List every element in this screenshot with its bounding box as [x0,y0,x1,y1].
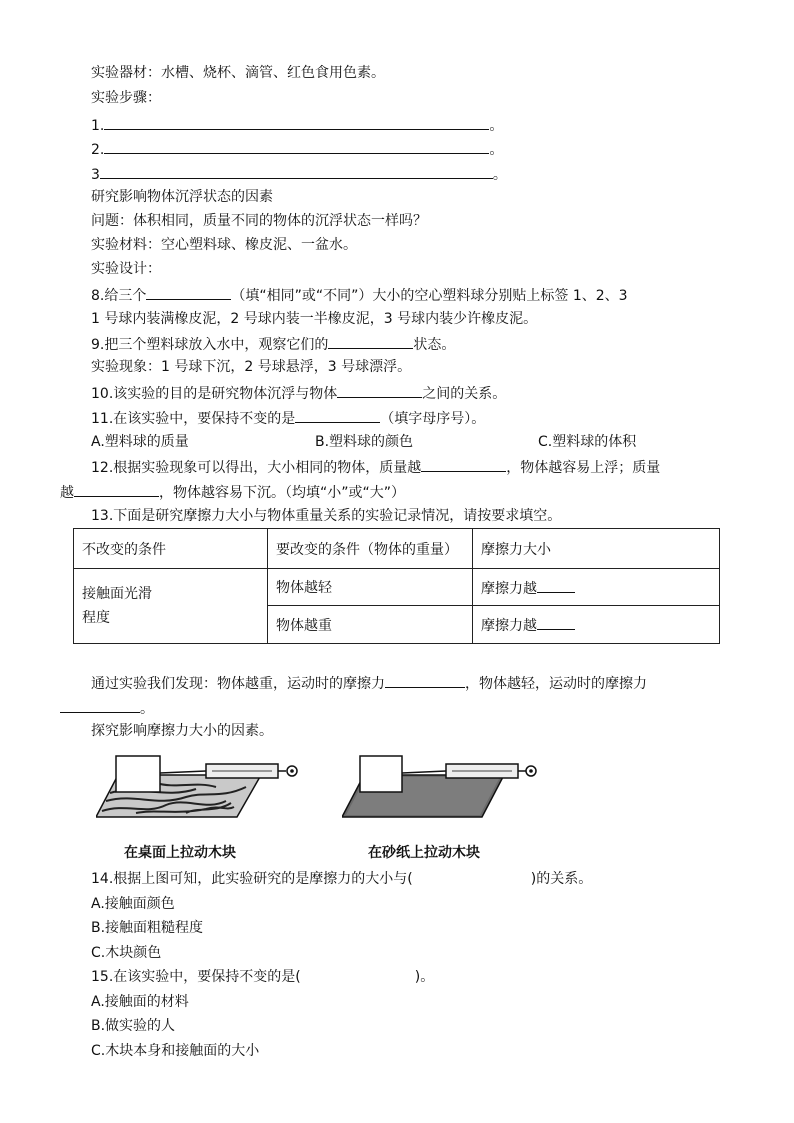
fixed-condition-line-2: 程度 [82,610,110,626]
step-end-mark: 。 [489,142,504,158]
finding-blank-2[interactable] [60,697,140,713]
q10-blank[interactable] [337,382,422,398]
question-15 [91,967,434,987]
question-9 [91,333,455,355]
table-friction-figure [96,753,301,820]
step-number: 3 [91,167,100,183]
step-number: 2. [91,142,105,158]
finding-text-end: 。 [140,701,154,717]
q14-text-end: )的关系。 [530,871,593,887]
table-header-cell: 要改变的条件（物体的重量） [268,529,473,569]
question-14 [91,869,592,889]
table-cell: 物体越重 [268,606,473,644]
finding-text-mid: ，物体越轻，运动时的摩擦力 [465,676,647,692]
q15-text-end: )。 [414,969,435,985]
q14-option-a[interactable]: A.接触面颜色 [91,896,175,912]
step-2-line [91,138,503,160]
q11-text: 11.在该实验中，要保持不变的是 [91,411,296,427]
q11-text-end: （填字母序号）。 [380,411,486,427]
q12-text-end: ，物体越容易上浮；质量 [506,460,661,476]
q11-option-c[interactable]: C.塑料球的体积 [538,434,637,450]
question-10 [91,382,506,404]
q10-text: 10.该实验的目的是研究物体沉浮与物体 [91,386,338,402]
table-header-row [74,529,720,569]
question-13: 13.下面是研究摩擦力大小与物体重量关系的实验记录情况，请按要求填空。 [91,508,562,524]
question-8-continued: 1 号球内装满橡皮泥，2 号球内装一半橡皮泥，3 号球内装少许橡皮泥。 [91,311,538,327]
step-end-mark: 。 [492,167,507,183]
friction-blank-1[interactable] [537,577,575,593]
design-heading: 实验设计： [91,261,161,277]
steps-heading: 实验步骤： [91,90,161,106]
table-cell [473,606,720,644]
q11-blank[interactable] [295,407,380,423]
q12-cont-text: 越 [60,485,74,501]
explore-line: 探究影响摩擦力大小的因素。 [91,723,273,739]
question-line: 问题：体积相同，质量不同的物体的沉浮状态一样吗？ [91,213,427,229]
q10-text-end: 之间的关系。 [422,386,507,402]
step-1-line [91,114,503,136]
phenomenon-line: 实验现象：1 号球下沉，2 号球悬浮，3 号球漂浮。 [91,359,412,375]
question-12 [91,456,660,478]
figure-caption-sandpaper: 在砂纸上拉动木块 [368,845,480,861]
q8-text: 8.给三个 [91,288,147,304]
q9-text: 9.把三个塑料球放入水中，观察它们的 [91,337,329,353]
q8-text-end: （填“相同”或“不同”）大小的空心塑料球分别贴上标签 1、2、3 [231,288,628,304]
friction-blank-2[interactable] [537,614,575,630]
q12-text: 12.根据实验现象可以得出，大小相同的物体，质量越 [91,460,422,476]
question-8 [91,284,628,306]
finding-text: 通过实验我们发现：物体越重，运动时的摩擦力 [91,676,385,692]
table-cell: 物体越轻 [268,569,473,606]
table-row [74,569,720,606]
q12-blank-2[interactable] [74,481,159,497]
materials-line: 实验材料：空心塑料球、橡皮泥、一盆水。 [91,237,357,253]
question-12-continued [60,481,405,503]
table-header-cell: 摩擦力大小 [473,529,720,569]
q14-option-b[interactable]: B.接触面粗糙程度 [91,920,204,936]
q15-option-c[interactable]: C.木块本身和接触面的大小 [91,1043,260,1059]
step-number: 1. [91,118,105,134]
friction-label: 摩擦力越 [481,618,537,634]
q14-text: 14.根据上图可知，此实验研究的是摩擦力的大小与( [91,871,413,887]
q11-option-a[interactable]: A.塑料球的质量 [91,434,189,450]
fixed-condition-line-1: 接触面光滑 [82,586,152,602]
question-11 [91,407,485,429]
q9-text-end: 状态。 [413,337,456,353]
table-cell [473,569,720,606]
finding-line-continued [60,697,154,719]
section-title: 研究影响物体沉浮状态的因素 [91,189,273,205]
q12-blank-1[interactable] [421,456,506,472]
q14-option-c[interactable]: C.木块颜色 [91,945,162,961]
figure-caption-table: 在桌面上拉动木块 [124,845,236,861]
finding-line [91,672,647,694]
q8-blank[interactable] [146,284,231,300]
q12-cont-text-end: ，物体越容易下沉。（均填“小”或“大”） [159,485,406,501]
sandpaper-friction-figure [342,753,538,820]
table-fixed-condition-cell [74,569,268,644]
step-3-blank[interactable] [100,163,493,179]
step-1-blank[interactable] [104,114,489,130]
step-3-line [91,163,507,185]
table-header-cell: 不改变的条件 [74,529,268,569]
q11-option-b[interactable]: B.塑料球的颜色 [315,434,414,450]
step-2-blank[interactable] [104,138,489,154]
step-end-mark: 。 [489,118,504,134]
q9-blank[interactable] [328,333,413,349]
finding-blank-1[interactable] [385,672,465,688]
q15-option-a[interactable]: A.接触面的材料 [91,994,189,1010]
equipment-line: 实验器材：水槽、烧杯、滴管、红色食用色素。 [91,65,385,81]
q15-option-b[interactable]: B.做实验的人 [91,1018,176,1034]
friction-label: 摩擦力越 [481,580,537,597]
friction-record-table [73,528,720,644]
q15-text: 15.在该实验中，要保持不变的是( [91,969,301,985]
